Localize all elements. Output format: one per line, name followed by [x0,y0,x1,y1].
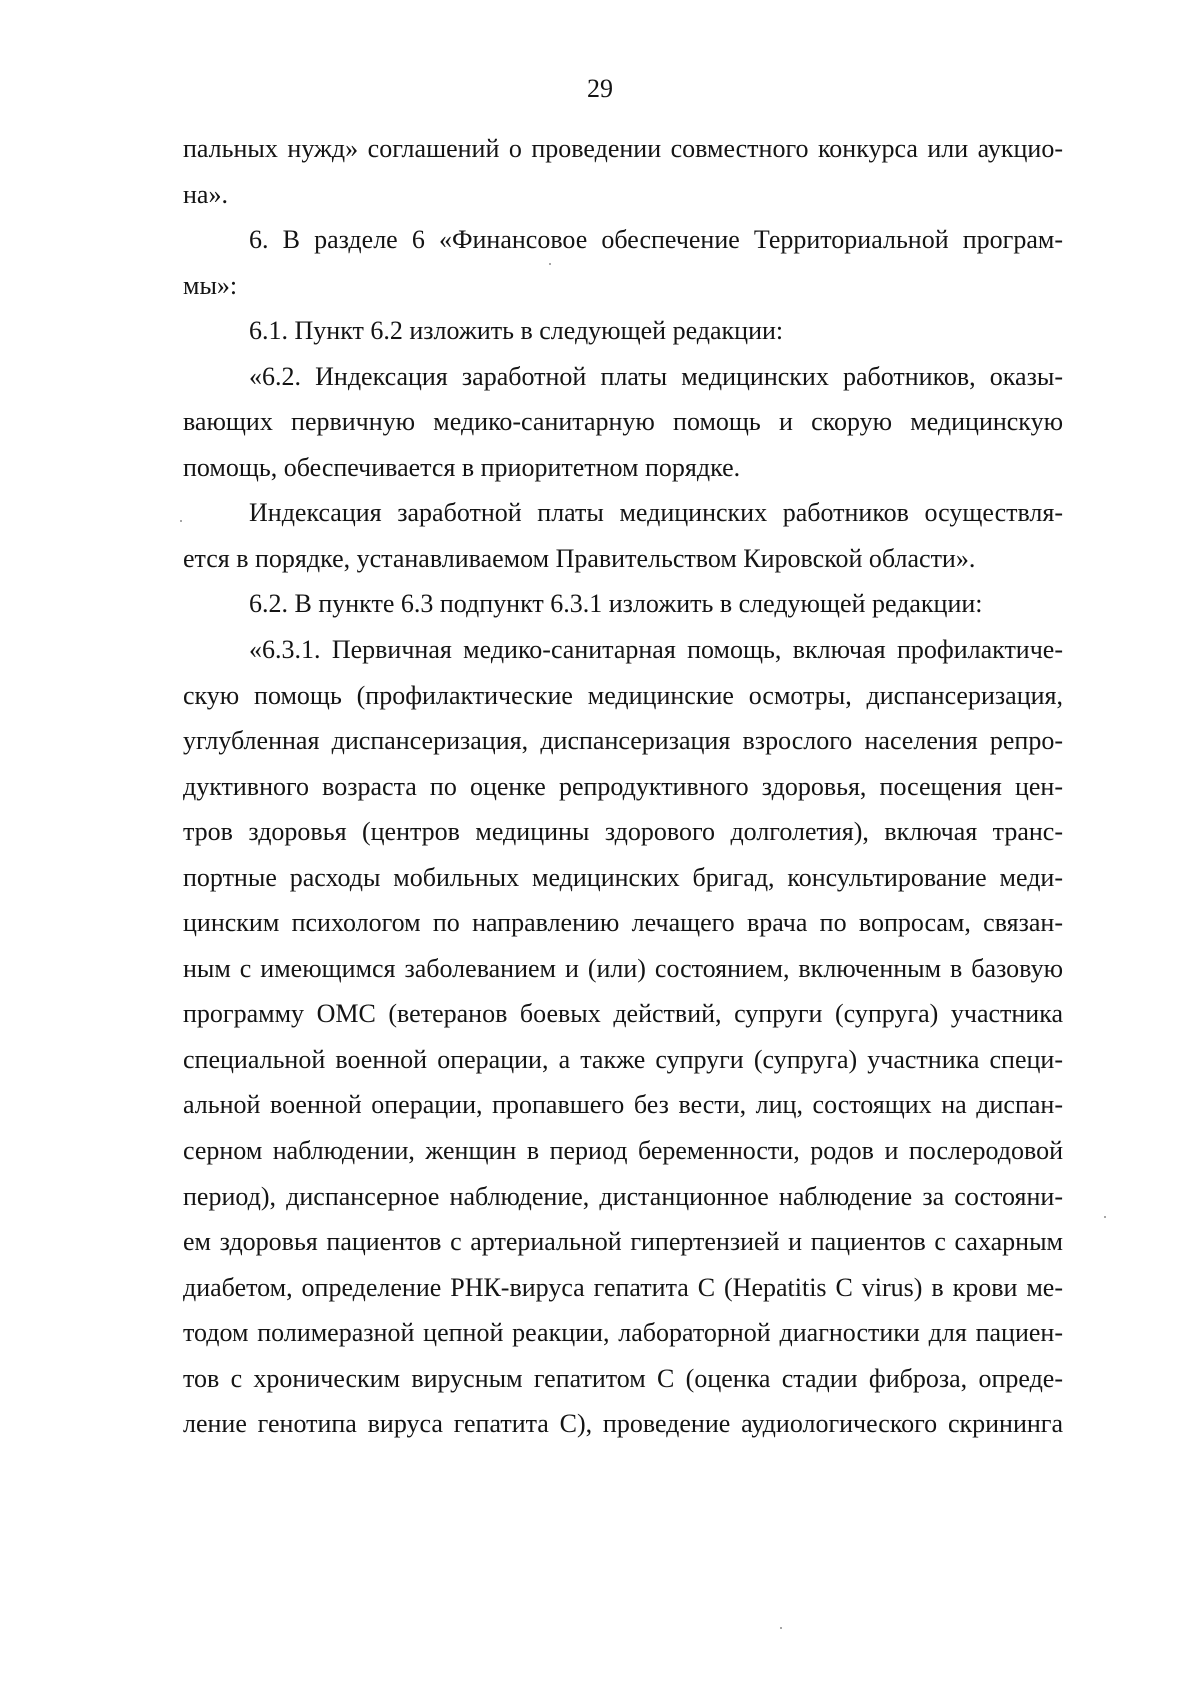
text-line: ем здоровья пациентов с артериальной гипертензией и пациентов с сахарным [183,1227,1063,1257]
scan-speck [780,1627,782,1629]
text-line: дуктивного возраста по оценке репродуктивного здоровья, посещения цен- [183,771,1063,801]
text-line: альной военной операции, пропавшего без вести, лиц, состоящих на диспан- [183,1090,1063,1120]
text-line: диабетом, определение РНК-вируса гепатита С (Hepatitis C virus) в крови ме- [183,1272,1063,1302]
text-line: ным с имеющимся заболеванием и (или) состоянием, включенным в базовую [183,953,1063,983]
text-line: Индексация заработной платы медицинских работников осуществля- [249,498,1063,528]
text-line: программу ОМС (ветеранов боевых действий, супруги (супруга) участника [183,999,1063,1029]
text-line: на». [183,179,228,209]
text-line: «6.3.1. Первичная медико-санитарная помощь, включая профилактиче- [249,635,1063,665]
page-number: 29 [587,74,613,103]
text-line: углубленная диспансеризация, диспансеризация взрослого населения репро- [183,726,1063,756]
text-line: 6. В разделе 6 «Финансовое обеспечение Территориальной програм- [249,225,1063,255]
scan-speck [549,263,551,265]
text-line: мы»: [183,270,238,300]
scan-speck [180,520,182,522]
text-line: «6.2. Индексация заработной платы медицинских работников, оказы- [249,361,1063,391]
text-line: ление генотипа вируса гепатита С), проведение аудиологического скрининга [183,1409,1063,1439]
text-line: помощь, обеспечивается в приоритетном порядке. [183,452,741,482]
text-line: период), диспансерное наблюдение, дистанционное наблюдение за состояни- [183,1181,1063,1211]
text-line: специальной военной операции, а также супруги (супруга) участника специ- [183,1044,1063,1074]
text-line: портные расходы мобильных медицинских бригад, консультирование меди- [183,862,1063,892]
text-line: ется в порядке, устанавливаемом Правительством Кировской области». [183,543,976,573]
text-line: вающих первичную медико-санитарную помощь и скорую медицинскую [183,407,1063,437]
text-line: тов с хроническим вирусным гепатитом С (оценка стадии фиброза, опреде- [183,1363,1063,1393]
text-line: 6.2. В пункте 6.3 подпункт 6.3.1 изложить в следующей редакции: [249,589,983,619]
scan-speck [1104,1216,1106,1218]
text-line: тодом полимеразной цепной реакции, лабораторной диагностики для пациен- [183,1318,1063,1348]
text-line: 6.1. Пункт 6.2 изложить в следующей редакции: [249,316,784,346]
text-line: тров здоровья (центров медицины здорового долголетия), включая транс- [183,817,1063,847]
text-line: скую помощь (профилактические медицинские осмотры, диспансеризация, [183,680,1063,710]
text-line: цинским психологом по направлению лечащего врача по вопросам, связан- [183,908,1063,938]
body-text [183,126,1063,1447]
text-line: пальных нужд» соглашений о проведении совместного конкурса или аукцио- [183,134,1063,163]
text-line: серном наблюдении, женщин в период беременности, родов и послеродовой [183,1136,1063,1166]
